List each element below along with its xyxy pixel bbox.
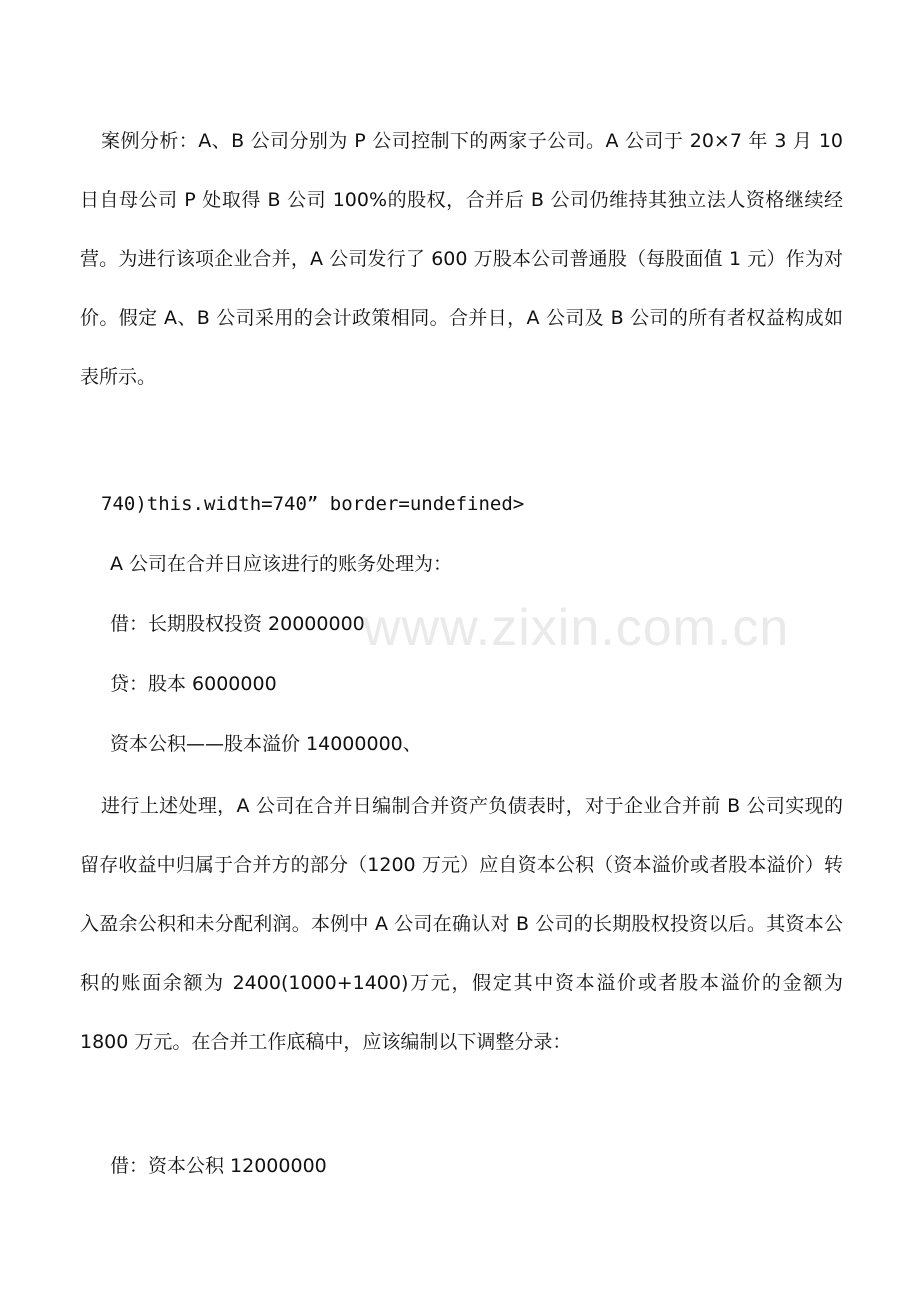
consolidation-paragraph: 进行上述处理，A 公司在合并日编制合并资产负债表时，对于企业合并前 B 公司实现的留存收益中归属于合并方的部分（1200 万元）应自资本公积（资本溢价或者股本溢价）转入盈余公积和未分配利润。本例中 A 公司在确认对 B 公司的长期股权投资以后。其资本公积的账面余额为 2400(1000+1400)万元，假定其中资本溢价或者股本溢价的金额为 1800 万元。在合并工作底稿中，应该编制以下调整分录： bbox=[80, 795, 843, 1053]
journal-entry-credit: 贷：股本 6000000 bbox=[110, 673, 277, 695]
entry-intro-text: A 公司在合并日应该进行的账务处理为： bbox=[110, 553, 453, 575]
watermark-text: www.zixin.com.cn bbox=[363, 599, 790, 657]
journal-entry-credit-capital-reserve: 资本公积——股本溢价 14000000、 bbox=[110, 733, 422, 755]
journal-entry-debit: 借：长期股权投资 20000000 bbox=[110, 613, 365, 635]
adjusting-entry-debit: 借：资本公积 12000000 bbox=[110, 1155, 327, 1177]
case-analysis-paragraph: 案例分析：A、B 公司分别为 P 公司控制下的两家子公司。A 公司于 20×7 年 3 月 10 日自母公司 P 处取得 B 公司 100%的股权，合并后 B 公司仍维持其独立法人资格继续经营。为进行该项企业合并，A 公司发行了 600 万股本公司普通股（每股面值 1 元）作为对价。假定 A、B 公司采用的会计政策相同。合并日，A 公司及 B 公司的所有者权益构成如表所示。 bbox=[80, 130, 843, 388]
broken-image-code-text: 740)this.width=740” border=undefined> bbox=[101, 493, 525, 515]
